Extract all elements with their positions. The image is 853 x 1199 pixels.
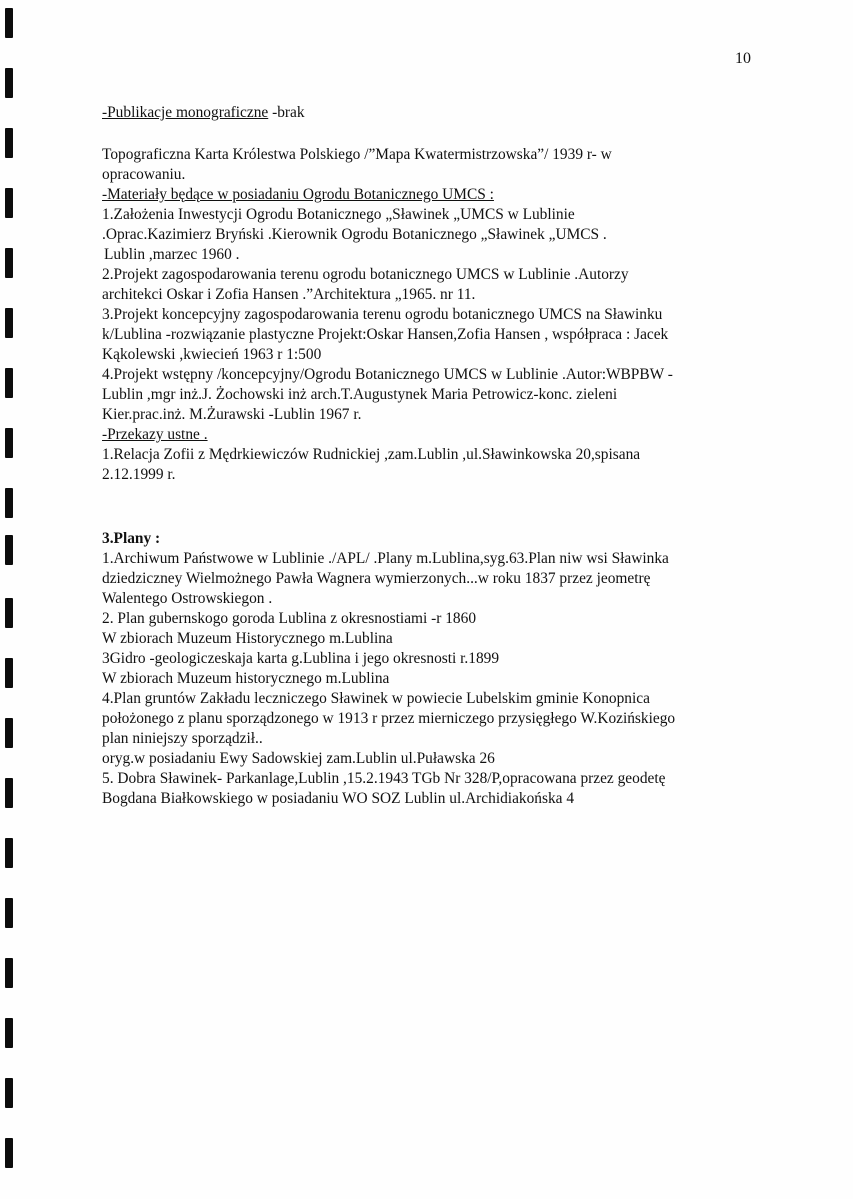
text-line: k/Lublina -rozwiązanie plastyczne Projekt:Oskar Hansen,Zofia Hansen , współpraca : Jacek (102, 326, 669, 343)
text-line: 1.Archiwum Państwowe w Lublinie ./APL/ .Plany m.Lublina,syg.63.Plan niw wsi Sławinka (102, 550, 669, 567)
binding-holes (0, 0, 30, 1199)
section-1-body (102, 145, 752, 485)
binding-hole (5, 598, 13, 628)
text-line: Walentego Ostrowskiegon . (102, 590, 273, 607)
binding-hole (5, 838, 13, 868)
text-line: .Oprac.Kazimierz Bryński .Kierownik Ogrodu Botanicznego „Sławinek „UMCS . (102, 226, 607, 243)
text-line: plan niniejszy sporządził.. (102, 730, 263, 747)
page-number: 10 (735, 50, 751, 67)
text-line: położonego z planu sporządzonego w 1913 r przez mierniczego przysięgłego W.Kozińskiego (102, 710, 676, 727)
binding-hole (5, 1078, 13, 1108)
text-line: 1.Relacja Zofii z Mędrkiewiczów Rudnickiej ,zam.Lublin ,ul.Sławinkowska 20,spisana (102, 446, 641, 463)
binding-hole (5, 898, 13, 928)
text-line: Lublin ,mgr inż.J. Żochowski inż arch.T.Augustynek Maria Petrowicz-konc. zieleni (102, 386, 618, 403)
oral-heading: -Przekazy ustne . (102, 426, 208, 443)
binding-hole (5, 488, 13, 518)
text-line: Topograficzna Karta Królestwa Polskiego /”Mapa Kwatermistrzowska”/ 1939 r- w (102, 146, 612, 163)
binding-hole (5, 658, 13, 688)
binding-hole (5, 308, 13, 338)
binding-hole (5, 535, 13, 565)
text-line: Kąkolewski ,kwiecień 1963 r 1:500 (102, 346, 322, 363)
binding-hole (5, 958, 13, 988)
text-line: opracowaniu. (102, 166, 186, 183)
binding-hole (5, 128, 13, 158)
section-3-heading: 3.Plany : (102, 530, 161, 547)
text-line: Kier.prac.inż. M.Żurawski -Lublin 1967 r. (102, 406, 362, 423)
binding-hole (5, 778, 13, 808)
publications-value: -brak (268, 104, 305, 121)
binding-hole (5, 68, 13, 98)
binding-hole (5, 188, 13, 218)
text-line: Bogdana Białkowskiego w posiadaniu WO SOZ Lublin ul.Archidiakońska 4 (102, 790, 575, 807)
binding-hole (5, 248, 13, 278)
text-line: 2. Plan gubernskogo goroda Lublina z okresnostiami -r 1860 (102, 610, 477, 627)
text-line: 3.Projekt koncepcyjny zagospodarowania terenu ogrodu botanicznego UMCS na Sławinku (102, 306, 663, 323)
publications-line (102, 103, 752, 123)
binding-hole (5, 718, 13, 748)
text-line: W zbiorach Muzeum Historycznego m.Lublina (102, 630, 393, 647)
text-line: architekci Oskar i Zofia Hansen .”Architektura „1965. nr 11. (102, 286, 476, 303)
materials-heading: -Materiały będące w posiadaniu Ogrodu Botanicznego UMCS : (102, 186, 494, 203)
binding-hole (5, 1018, 13, 1048)
text-line: W zbiorach Muzeum historycznego m.Lublina (102, 670, 390, 687)
text-line: 4.Projekt wstępny /koncepcyjny/Ogrodu Botanicznego UMCS w Lublinie .Autor:WBPBW - (102, 366, 673, 383)
text-line: 2.12.1999 r. (102, 466, 176, 483)
binding-hole (5, 8, 13, 38)
publications-label: -Publikacje monograficzne (102, 104, 269, 121)
binding-hole (5, 1138, 13, 1168)
binding-hole (5, 368, 13, 398)
text-line: 3Gidro -geologiczeskaja karta g.Lublina i jego okresnosti r.1899 (102, 650, 500, 667)
text-line: 1.Założenia Inwestycji Ogrodu Botanicznego „Sławinek „UMCS w Lublinie (102, 206, 575, 223)
text-line: dziedziczney Wielmożnego Pawła Wagnera wymierzonych...w roku 1837 przez jeometrę (102, 570, 651, 587)
text-line: Lublin ,marzec 1960 . (104, 246, 240, 263)
text-line: 2.Projekt zagospodarowania terenu ogrodu botanicznego UMCS w Lublinie .Autorzy (102, 266, 629, 283)
text-line: 5. Dobra Sławinek- Parkanlage,Lublin ,15.2.1943 TGb Nr 328/P,opracowana przez geodetę (102, 770, 666, 787)
binding-hole (5, 428, 13, 458)
text-line: 4.Plan gruntów Zakładu leczniczego Sławinek w powiecie Lubelskim gminie Konopnica (102, 690, 650, 707)
section-3-body (102, 529, 752, 809)
text-line: oryg.w posiadaniu Ewy Sadowskiej zam.Lublin ul.Puławska 26 (102, 750, 495, 767)
